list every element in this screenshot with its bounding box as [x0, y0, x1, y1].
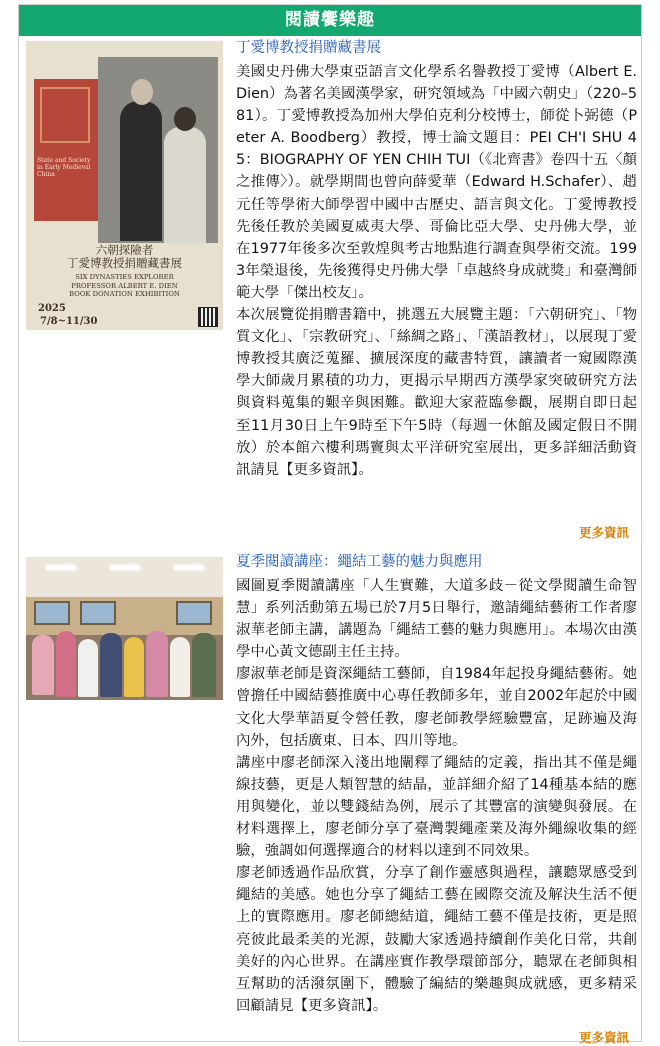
lecture-photo: [26, 557, 223, 700]
exhibition-poster-image[interactable]: [26, 41, 223, 330]
article-paragraph: 本次展覽從捐贈書籍中，挑選五大展覽主題：「六朝研究」、「物質文化」、「宗教研究」、「絲綢之路」、「漢語教材」，以展現丁愛博教授其廣泛蒐羅、擴展深度的藏書特質，讓讀者一窺國際漢學大師歲月累積的功力，更揭示早期西方漢學家突破研究方法與資料蒐集的艱辛與困難。歡迎大家蒞臨參觀，展期自即日起至11月30日上午9時至下午5時（每週一休館及國定假日不開放）於本館六樓利瑪竇與太平洋研究室展出，更多詳細活動資訊請見【更多資訊】。: [236, 307, 637, 478]
qr-code-icon: [199, 308, 217, 326]
article-paragraph: 廖老師透過作品欣賞，分享了創作靈感與過程，讓聽眾感受到繩結的美感。她也分享了繩結工藝在國際交流及解決生活不便上的實際應用。廖老師總結道，繩結工藝不僅是技術，更是照亮彼此最柔美的光源，鼓勵大家透過持續創作美化日常，共創美好的內心世界。在講座實作教學環節部分，聽眾在老師與相互幫助的活潑氛圍下，體驗了編結的樂趣與成就感，更多精采回顧請見【更多資訊】。: [236, 865, 637, 1014]
portrait-photo: [98, 57, 218, 243]
poster-title-en: SIX DYNASTIES EXPLORER PROFESSOR ALBERT E. DIEN BOOK DONATION EXHIBITION: [69, 273, 180, 298]
poster-title-cn: 六朝探險者 丁愛博教授捐贈藏書展: [67, 243, 182, 270]
article-body: [236, 39, 637, 481]
article-paragraph: 國圖夏季閱讀講座「人生實難，大道多歧－從文學閱讀生命智慧」系列活動第五場已於7月5日舉行，邀請繩結藝術工作者廖淑華老師主講，講題為「繩結工藝的魅力與應用」。本場次由漢學中心黃文德副主任主持。: [236, 578, 637, 661]
section-header: 閱讀饗樂趣: [19, 5, 641, 36]
article-summer-lecture: [19, 548, 641, 1045]
article-title-link[interactable]: 丁愛博教授捐贈藏書展: [236, 40, 381, 56]
article-body: [236, 553, 637, 1017]
poster-dates: 7/8~11/30: [40, 316, 98, 327]
article-paragraph: 美國史丹佛大學東亞語言文化學系名譽教授丁愛博（Albert E. Dien）為著名美國漢學家，研究領域為「中國六朝史」（220–581）。丁愛博教授為加州大學伯克利分校博士，師從卜弼德（Peter A. Boodberg）教授，博士論文題目：PEI CH'I SHU 45：BIOGRAPHY OF YEN CHIH TUI（《北齊書》卷四十五〈顏之推傳〉）。就學期間也曾向薛愛華（Edward H.Schafer）、趙元任等學術大師學習中國中古歷史、語言與文化。丁愛博教授先後任教於美國夏威夷大學、哥倫比亞大學、史丹佛大學，並在1977年後多次至敦煌與考古地點進行調查與學術交流。1993年榮退後，先後獲得史丹佛大學「卓越終身成就獎」和臺灣師範大學「傑出校友」。: [236, 64, 637, 301]
more-info-link[interactable]: 更多資訊: [578, 1030, 629, 1045]
book-cover: [34, 79, 98, 221]
poster: [26, 41, 223, 330]
article-paragraph: 講座中廖老師深入淺出地闡釋了繩結的定義，指出其不僅是繩線技藝，更是人類智慧的結晶，並詳細介紹了14種基本結的應用與變化，並以雙錢結為例，展示了其豐富的演變與發展。在材料選擇上，廖老師分享了臺灣製繩產業及海外繩線收集的經驗，強調如何選擇適合的材料以達到不同效果。: [236, 754, 637, 860]
article-paragraph: 廖淑華老師是資深繩結工藝師，自1984年起投身繩結藝術。她曾擔任中國結藝推廣中心專任教師多年，並自2002年起於中國文化大學華語夏令營任教，廖老師教學經驗豐富，足跡遍及海內外，包括廣東、日本、四川等地。: [236, 666, 637, 749]
lecture-photo-image[interactable]: [26, 557, 223, 700]
article-title-link[interactable]: 夏季閱讀講座：繩結工藝的魅力與應用: [236, 554, 483, 570]
article-donation-exhibition: [19, 36, 641, 548]
poster-year: 2025: [38, 303, 66, 314]
more-info-link[interactable]: 更多資訊: [578, 525, 629, 540]
book-cover-text: State and Society in Early Medieval China: [37, 157, 91, 178]
news-panel: [18, 4, 642, 1045]
